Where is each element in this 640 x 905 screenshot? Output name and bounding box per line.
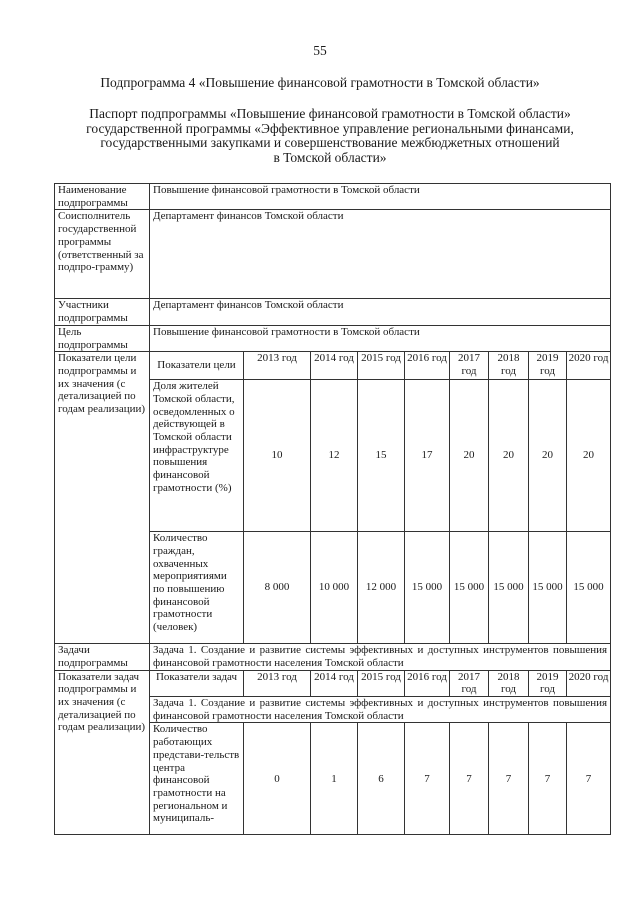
indicator-value: 12 <box>311 380 358 532</box>
year-header: 2013 год <box>244 670 311 696</box>
year-header: 2014 год <box>311 670 358 696</box>
passport-title-line: в Томской области» <box>273 149 387 165</box>
task-indicators-header-row <box>55 670 611 696</box>
row-value: Повышение финансовой грамотности в Томской области <box>150 184 611 210</box>
indicator-value: 20 <box>529 380 567 532</box>
indicator-value: 8 000 <box>244 532 311 644</box>
indicator-value: 15 000 <box>489 532 529 644</box>
indicator-value: 7 <box>489 723 529 835</box>
year-header: 2017 год <box>450 670 489 696</box>
indicator-value: 7 <box>450 723 489 835</box>
indicator-name: Доля жителей Томской области, осведомленных о действующей в Томской области инфраструктуре повышения финансовой грамотности (%) <box>150 380 244 532</box>
row-label: Наименование подпрограммы <box>55 184 150 210</box>
indicator-value: 1 <box>311 723 358 835</box>
year-header: 2020 год <box>567 670 611 696</box>
indicator-name: Количество граждан, охваченных мероприятиями по повышению финансовой грамотности (человек) <box>150 532 244 644</box>
row-value: Повышение финансовой грамотности в Томской области <box>150 325 611 351</box>
year-header: 2019 год <box>529 670 567 696</box>
passport-title-line: государственной программы «Эффективное управление региональными финансами, <box>86 120 574 136</box>
indicator-value: 7 <box>405 723 450 835</box>
passport-title <box>80 107 580 165</box>
row-value: Департамент финансов Томской области <box>150 299 611 325</box>
subprogram-title: Подпрограмма 4 «Повышение финансовой грамотности в Томской области» <box>100 75 540 90</box>
goal-indicators-label: Показатели цели подпрограммы и их значения (с детализацией по годам реализации) <box>55 352 150 644</box>
year-header: 2016 год <box>405 670 450 696</box>
year-header: 2013 год <box>244 352 311 380</box>
indicator-value: 7 <box>529 723 567 835</box>
passport-title-line: государственными закупками и совершенствование межбюджетных отношений <box>100 135 560 150</box>
tasks-label: Задачи подпрограммы <box>55 644 150 670</box>
passport-title-line: Паспорт подпрограммы «Повышение финансовой грамотности в Томской области» <box>89 106 571 121</box>
table-row <box>55 325 611 351</box>
indicator-value: 20 <box>489 380 529 532</box>
indicator-name: Количество работающих представи-тельств центра финансовой грамотности на региональном и муниципаль- <box>150 723 244 835</box>
indicator-value: 15 <box>358 380 405 532</box>
year-header: 2016 год <box>405 352 450 380</box>
year-header: 2018 год <box>489 352 529 380</box>
year-header: 2020 год <box>567 352 611 380</box>
year-header: 2018 год <box>489 670 529 696</box>
indicator-value: 12 000 <box>358 532 405 644</box>
goal-indicators-header: Показатели цели <box>150 352 244 380</box>
table-row <box>55 210 611 299</box>
row-label: Участники подпрограммы <box>55 299 150 325</box>
year-header: 2014 год <box>311 352 358 380</box>
year-header: 2015 год <box>358 352 405 380</box>
year-header: 2019 год <box>529 352 567 380</box>
tasks-value: Задача 1. Создание и развитие системы эффективных и доступных инструментов повышения финансовой грамотности населения Томской области <box>150 644 611 670</box>
indicator-value: 17 <box>405 380 450 532</box>
task-heading: Задача 1. Создание и развитие системы эффективных и доступных инструментов повышения финансовой грамотности населения Томской области <box>150 697 611 723</box>
passport-table <box>54 183 611 835</box>
year-header: 2015 год <box>358 670 405 696</box>
page-number: 55 <box>313 43 327 58</box>
tasks-row <box>55 644 611 670</box>
table-row <box>55 299 611 325</box>
task-indicators-header: Показатели задач <box>150 670 244 696</box>
indicator-value: 20 <box>450 380 489 532</box>
indicator-value: 20 <box>567 380 611 532</box>
indicator-value: 6 <box>358 723 405 835</box>
indicator-value: 15 000 <box>405 532 450 644</box>
indicator-value: 7 <box>567 723 611 835</box>
task-indicators-label: Показатели задач подпрограммы и их значения (с детализацией по годам реализации) <box>55 670 150 835</box>
year-header: 2017 год <box>450 352 489 380</box>
indicator-value: 10 <box>244 380 311 532</box>
indicator-value: 15 000 <box>567 532 611 644</box>
row-label: Соисполнитель государственной программы (ответственный за подпро-грамму) <box>55 210 150 299</box>
indicator-value: 10 000 <box>311 532 358 644</box>
indicator-value: 15 000 <box>529 532 567 644</box>
row-label: Цель подпрограммы <box>55 325 150 351</box>
row-value: Департамент финансов Томской области <box>150 210 611 299</box>
indicator-value: 0 <box>244 723 311 835</box>
table-row <box>55 184 611 210</box>
indicator-value: 15 000 <box>450 532 489 644</box>
goal-indicators-header-row <box>55 352 611 380</box>
